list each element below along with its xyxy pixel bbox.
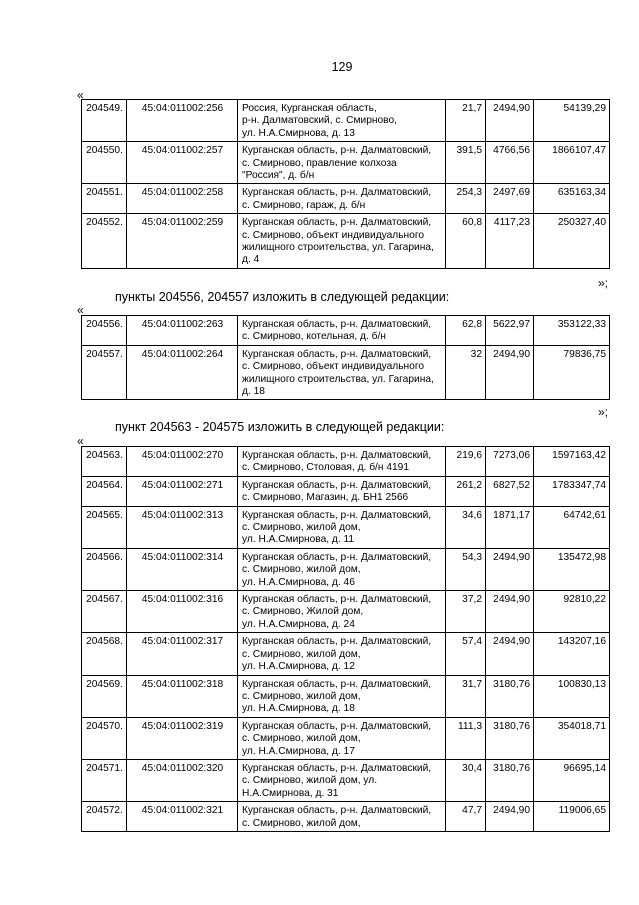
address-line: с. Смирново, жилой дом, bbox=[242, 522, 361, 534]
registry-table-2 bbox=[81, 315, 610, 400]
cadastral-number-cell: 45:04:011002:257 bbox=[127, 142, 238, 184]
unit-value-cell: 7273,06 bbox=[486, 447, 534, 477]
address-line: с. Смирново, гараж, д. б/н bbox=[242, 199, 366, 211]
unit-value-cell: 3180,76 bbox=[486, 717, 534, 759]
cadastral-value-cell: 250327,40 bbox=[534, 214, 610, 269]
cadastral-number-cell: 45:04:011002:258 bbox=[127, 184, 238, 214]
item-number-cell: 204550. bbox=[82, 142, 127, 184]
cadastral-value-cell: 143207,16 bbox=[534, 633, 610, 675]
address-cell bbox=[238, 447, 446, 477]
unit-value-cell: 4117,23 bbox=[486, 214, 534, 269]
area-cell: 47,7 bbox=[446, 802, 486, 832]
address-line: ул. Н.А.Смирнова, д. 13 bbox=[242, 127, 355, 139]
area-cell: 34,6 bbox=[446, 506, 486, 548]
address-line: Курганская область, р-н. Далматовский, bbox=[242, 319, 432, 330]
address-cell bbox=[238, 142, 446, 184]
address-cell bbox=[238, 675, 446, 717]
address-cell bbox=[238, 184, 446, 214]
table-row bbox=[82, 214, 610, 269]
cadastral-value-cell: 100830,13 bbox=[534, 675, 610, 717]
cadastral-number-cell: 45:04:011002:263 bbox=[127, 316, 238, 346]
address-line: с. Смирново, котельная, д. б/н bbox=[242, 331, 386, 343]
cadastral-value-cell: 1783347,74 bbox=[534, 476, 610, 506]
cadastral-value-cell: 54139,29 bbox=[534, 100, 610, 142]
address-line: Курганская область, р-н. Далматовский, bbox=[242, 479, 432, 491]
item-number-cell: 204556. bbox=[82, 316, 127, 346]
address-line: с. Смирново, жилой дом, bbox=[242, 733, 361, 745]
item-number-cell: 204564. bbox=[82, 476, 127, 506]
cadastral-value-cell: 635163,34 bbox=[534, 184, 610, 214]
cadastral-number-cell: 45:04:011002:320 bbox=[127, 759, 238, 801]
item-number-cell: 204572. bbox=[82, 802, 127, 832]
area-cell: 21,7 bbox=[446, 100, 486, 142]
quote-open-1: « bbox=[77, 88, 84, 102]
address-cell bbox=[238, 802, 446, 832]
item-number-cell: 204557. bbox=[82, 345, 127, 400]
address-line: Курганская область, р-н. Далматовский, bbox=[242, 187, 432, 199]
address-line: Курганская область, р-н. Далматовский, bbox=[242, 720, 432, 732]
unit-value-cell: 3180,76 bbox=[486, 675, 534, 717]
address-line: Курганская область, р-н. Далматовский, bbox=[242, 594, 432, 606]
cadastral-value-cell: 79836,75 bbox=[534, 345, 610, 400]
cadastral-value-cell: 354018,71 bbox=[534, 717, 610, 759]
area-cell: 261,2 bbox=[446, 476, 486, 506]
address-line: жилищного строительства, ул. Гагарина, bbox=[242, 242, 434, 254]
address-line: Курганская область, р-н. Далматовский, bbox=[242, 762, 432, 774]
item-number-cell: 204552. bbox=[82, 214, 127, 269]
unit-value-cell: 2497,69 bbox=[486, 184, 534, 214]
address-line: с. Смирново, Столовая, д. б/н 4191 bbox=[242, 462, 409, 474]
address-line: Курганская область, р-н. Далматовский, bbox=[242, 509, 432, 521]
address-cell bbox=[238, 717, 446, 759]
address-line: жилищного строительства, ул. Гагарина, bbox=[242, 373, 434, 385]
cadastral-value-cell: 1597163,42 bbox=[534, 447, 610, 477]
address-line: с. Смирново, жилой дом, bbox=[242, 817, 361, 829]
table-row bbox=[82, 717, 610, 759]
unit-value-cell: 2494,90 bbox=[486, 633, 534, 675]
cadastral-value-cell: 353122,33 bbox=[534, 316, 610, 346]
item-number-cell: 204563. bbox=[82, 447, 127, 477]
table-row bbox=[82, 142, 610, 184]
quote-open-2: « bbox=[77, 303, 84, 317]
address-line: Курганская область, р-н. Далматовский, bbox=[242, 145, 432, 157]
registry-table-3 bbox=[81, 446, 610, 832]
area-cell: 60,8 bbox=[446, 214, 486, 269]
unit-value-cell: 1871,17 bbox=[486, 506, 534, 548]
cadastral-number-cell: 45:04:011002:271 bbox=[127, 476, 238, 506]
address-line: "Россия", д. б/н bbox=[242, 170, 315, 182]
cadastral-number-cell: 45:04:011002:321 bbox=[127, 802, 238, 832]
address-line: ул. Н.А.Смирнова, д. 11 bbox=[242, 534, 355, 546]
table-row bbox=[82, 633, 610, 675]
address-line: р-н. Далматовский, с. Смирново, bbox=[242, 115, 397, 127]
address-line: Курганская область, р-н. Далматовский, bbox=[242, 348, 432, 360]
address-line: с. Смирново, жилой дом, ул. bbox=[242, 775, 378, 787]
area-cell: 219,6 bbox=[446, 447, 486, 477]
address-line: с. Смирново, Магазин, д. БН1 2566 bbox=[242, 492, 409, 504]
address-line: с. Смирново, объект индивидуального bbox=[242, 229, 424, 241]
table-row bbox=[82, 100, 610, 142]
cadastral-number-cell: 45:04:011002:270 bbox=[127, 447, 238, 477]
address-line: с. Смирново, Жилой дом, bbox=[242, 606, 364, 618]
cadastral-value-cell: 1866107,47 bbox=[534, 142, 610, 184]
unit-value-cell: 2494,90 bbox=[486, 802, 534, 832]
cadastral-number-cell: 45:04:011002:314 bbox=[127, 548, 238, 590]
unit-value-cell: 2494,90 bbox=[486, 100, 534, 142]
address-line: д. 18 bbox=[242, 386, 265, 398]
cadastral-number-cell: 45:04:011002:313 bbox=[127, 506, 238, 548]
table-row bbox=[82, 759, 610, 801]
area-cell: 30,4 bbox=[446, 759, 486, 801]
address-line: ул. Н.А.Смирнова, д. 12 bbox=[242, 661, 355, 673]
cadastral-value-cell: 92810,22 bbox=[534, 591, 610, 633]
item-number-cell: 204565. bbox=[82, 506, 127, 548]
area-cell: 57,4 bbox=[446, 633, 486, 675]
address-line: Курганская область, р-н. Далматовский, bbox=[242, 805, 432, 817]
address-cell bbox=[238, 345, 446, 400]
address-line: с. Смирново, жилой дом, bbox=[242, 648, 361, 660]
cadastral-number-cell: 45:04:011002:317 bbox=[127, 633, 238, 675]
item-number-cell: 204549. bbox=[82, 100, 127, 142]
cadastral-number-cell: 45:04:011002:319 bbox=[127, 717, 238, 759]
table-row bbox=[82, 476, 610, 506]
address-line: д. 4 bbox=[242, 254, 260, 266]
cadastral-number-cell: 45:04:011002:256 bbox=[127, 100, 238, 142]
address-line: ул. Н.А.Смирнова, д. 17 bbox=[242, 745, 355, 757]
table-row bbox=[82, 675, 610, 717]
unit-value-cell: 2494,90 bbox=[486, 591, 534, 633]
table-row bbox=[82, 548, 610, 590]
table-row bbox=[82, 184, 610, 214]
area-cell: 32 bbox=[446, 345, 486, 400]
address-line: ул. Н.А.Смирнова, д. 46 bbox=[242, 576, 355, 588]
item-number-cell: 204570. bbox=[82, 717, 127, 759]
cadastral-number-cell: 45:04:011002:318 bbox=[127, 675, 238, 717]
address-cell bbox=[238, 506, 446, 548]
address-cell bbox=[238, 591, 446, 633]
area-cell: 37,2 bbox=[446, 591, 486, 633]
address-line: Россия, Курганская область, bbox=[242, 103, 377, 114]
cadastral-value-cell: 135472,98 bbox=[534, 548, 610, 590]
cadastral-number-cell: 45:04:011002:259 bbox=[127, 214, 238, 269]
address-line: ул. Н.А.Смирнова, д. 24 bbox=[242, 618, 355, 630]
area-cell: 54,3 bbox=[446, 548, 486, 590]
area-cell: 62,8 bbox=[446, 316, 486, 346]
cadastral-value-cell: 119006,65 bbox=[534, 802, 610, 832]
unit-value-cell: 6827,52 bbox=[486, 476, 534, 506]
registry-table-1 bbox=[81, 99, 610, 269]
address-cell bbox=[238, 316, 446, 346]
item-number-cell: 204566. bbox=[82, 548, 127, 590]
table-row bbox=[82, 591, 610, 633]
address-cell bbox=[238, 633, 446, 675]
address-line: с. Смирново, объект индивидуального bbox=[242, 361, 424, 373]
cadastral-number-cell: 45:04:011002:316 bbox=[127, 591, 238, 633]
unit-value-cell: 3180,76 bbox=[486, 759, 534, 801]
unit-value-cell: 5622,97 bbox=[486, 316, 534, 346]
address-cell bbox=[238, 759, 446, 801]
section-intro-3: пункт 204563 - 204575 изложить в следующей редакции: bbox=[115, 420, 445, 434]
address-line: Курганская область, р-н. Далматовский, bbox=[242, 678, 432, 690]
section-intro-2: пункты 204556, 204557 изложить в следующей редакции: bbox=[115, 290, 450, 304]
cadastral-value-cell: 64742,61 bbox=[534, 506, 610, 548]
table-row bbox=[82, 345, 610, 400]
table-row bbox=[82, 802, 610, 832]
address-line: с. Смирново, жилой дом, bbox=[242, 690, 361, 702]
table-row bbox=[82, 316, 610, 346]
quote-close-1: »; bbox=[598, 276, 609, 290]
unit-value-cell: 2494,90 bbox=[486, 345, 534, 400]
area-cell: 31,7 bbox=[446, 675, 486, 717]
quote-close-2: »; bbox=[598, 405, 609, 419]
table-row bbox=[82, 447, 610, 477]
area-cell: 391,5 bbox=[446, 142, 486, 184]
address-cell bbox=[238, 214, 446, 269]
address-line: с. Смирново, жилой дом, bbox=[242, 564, 361, 576]
item-number-cell: 204567. bbox=[82, 591, 127, 633]
address-cell bbox=[238, 476, 446, 506]
address-line: Курганская область, р-н. Далматовский, bbox=[242, 551, 432, 563]
item-number-cell: 204551. bbox=[82, 184, 127, 214]
address-line: Курганская область, р-н. Далматовский, bbox=[242, 450, 432, 461]
address-line: ул. Н.А.Смирнова, д. 18 bbox=[242, 703, 355, 715]
item-number-cell: 204571. bbox=[82, 759, 127, 801]
address-line: с. Смирново, правление колхоза bbox=[242, 157, 397, 169]
address-cell bbox=[238, 100, 446, 142]
table-row bbox=[82, 506, 610, 548]
address-cell bbox=[238, 548, 446, 590]
area-cell: 111,3 bbox=[446, 717, 486, 759]
cadastral-number-cell: 45:04:011002:264 bbox=[127, 345, 238, 400]
item-number-cell: 204568. bbox=[82, 633, 127, 675]
item-number-cell: 204569. bbox=[82, 675, 127, 717]
cadastral-value-cell: 96695,14 bbox=[534, 759, 610, 801]
page-number: 129 bbox=[331, 60, 353, 74]
address-line: Н.А.Смирнова, д. 31 bbox=[242, 787, 339, 799]
address-line: Курганская область, р-н. Далматовский, bbox=[242, 636, 432, 648]
unit-value-cell: 2494,90 bbox=[486, 548, 534, 590]
quote-open-3: « bbox=[77, 434, 84, 448]
area-cell: 254,3 bbox=[446, 184, 486, 214]
address-line: Курганская область, р-н. Далматовский, bbox=[242, 217, 432, 229]
unit-value-cell: 4766,56 bbox=[486, 142, 534, 184]
